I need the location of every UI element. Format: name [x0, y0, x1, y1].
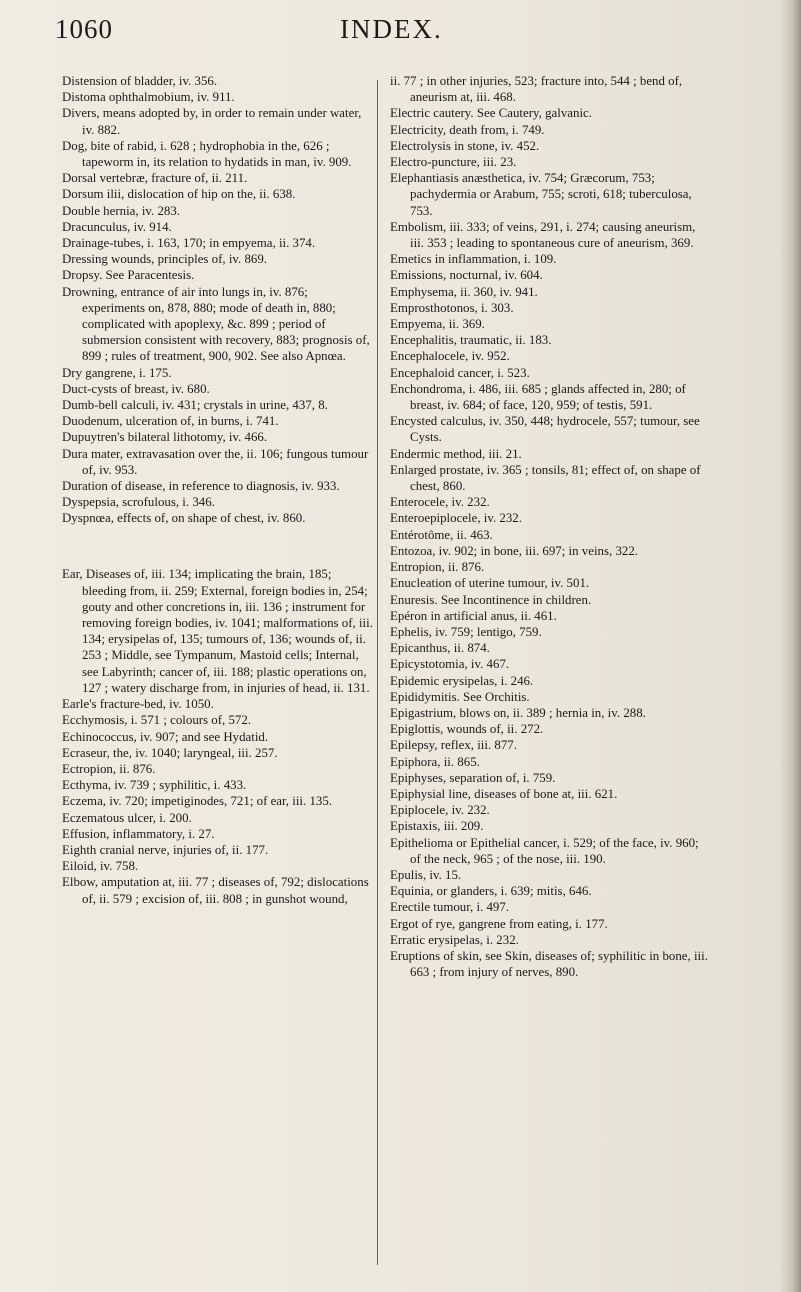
index-entry: Emphysema, ii. 360, iv. 941. [390, 284, 538, 299]
index-entry: Double hernia, iv. 283. [62, 203, 181, 218]
page-header [0, 14, 801, 62]
section-gap [62, 540, 374, 554]
page-number: 1060 [55, 14, 113, 44]
index-entry: Dorsum ilii, dislocation of hip on the, ii. 638. [62, 187, 296, 202]
index-entry: Epiplocele, iv. 232. [390, 803, 490, 818]
index-entry: Epiglottis, wounds of, ii. 272. [390, 722, 544, 737]
index-entry: Eczematous ulcer, i. 200. [62, 810, 192, 825]
index-entry: Dressing wounds, principles of, iv. 869. [62, 252, 268, 267]
index-entry: Duration of disease, in reference to diagnosis, iv. 933. [62, 479, 340, 494]
index-entry: Empyema, ii. 369. [390, 317, 485, 332]
index-entry: ii. 77 ; in other injuries, 523; fracture into, 544 ; bend of, aneurism at, iii. 468. [390, 74, 686, 105]
index-entry: Enteroepiplocele, iv. 232. [390, 511, 522, 526]
index-entry: Electrolysis in stone, iv. 452. [390, 138, 540, 153]
index-entry: Epiphysial line, diseases of bone at, iii. 621. [390, 786, 618, 801]
index-entry: Distoma ophthalmobium, iv. 911. [62, 90, 235, 105]
index-entry: Drainage-tubes, i. 163, 170; in empyema, ii. 374. [62, 236, 316, 251]
page-edge-shadow [779, 0, 801, 1292]
index-entry: Dumb-bell calculi, iv. 431; crystals in urine, 437, 8. [62, 398, 328, 413]
index-entry: Ecraseur, the, iv. 1040; laryngeal, iii. 257. [62, 745, 278, 760]
index-entry: Drowning, entrance of air into lungs in, iv. 876; experiments on, 878, 880; mode of death in, 880; complicated with apoplexy, &c. 899 ; period of submersion consistent with recovery, 883; prognosis of, 899 ; rules of treatment, 900, 902. See also Apnœa. [62, 284, 373, 364]
index-entry: Dracunculus, iv. 914. [62, 219, 172, 234]
index-entry: Embolism, iii. 333; of veins, 291, i. 274; causing aneurism, iii. 353 ; leading to spontaneous cure of aneurism, 369. [390, 219, 699, 251]
index-entry: Effusion, inflammatory, i. 27. [62, 826, 215, 841]
index-entry: Distension of bladder, iv. 356. [62, 74, 218, 88]
index-entry: Eczema, iv. 720; impetiginodes, 721; of ear, iii. 135. [62, 794, 333, 809]
index-entry: Erectile tumour, i. 497. [390, 900, 510, 915]
index-entry: Enuresis. See Incontinence in children. [390, 592, 592, 607]
index-entry: Emetics in inflammation, i. 109. [390, 252, 557, 267]
index-entry: Electricity, death from, i. 749. [390, 122, 545, 137]
index-entry: Elbow, amputation at, iii. 77 ; diseases of, 792; dislocations of, ii. 579 ; excision of, iii. 808 ; in gunshot wound, [62, 875, 372, 906]
index-entry: Divers, means adopted by, in order to remain under water, iv. 882. [62, 106, 365, 137]
index-entry: Entropion, ii. 876. [390, 560, 485, 575]
index-entry: Epéron in artificial anus, ii. 461. [390, 608, 557, 623]
index-entry: Dropsy. See Paracentesis. [62, 268, 195, 283]
index-entry: Enchondroma, i. 486, iii. 685 ; glands affected in, 280; of breast, iv. 684; of face, 120, 959; of testis, 591. [390, 381, 690, 413]
index-entry: Epidemic erysipelas, i. 246. [390, 673, 534, 688]
index-entry: Epistaxis, iii. 209. [390, 819, 484, 834]
index-entry: Ecchymosis, i. 571 ; colours of, 572. [62, 713, 252, 728]
index-entry: Epiphyses, separation of, i. 759. [390, 770, 556, 785]
index-entry: Entérotôme, ii. 463. [390, 527, 493, 542]
index-entry: Dura mater, extravasation over the, ii. 106; fungous tumour of, iv. 953. [62, 446, 372, 477]
index-entry: Earle's fracture-bed, iv. 1050. [62, 697, 214, 712]
index-entry: Encephalocele, iv. 952. [390, 349, 510, 364]
index-entry: Ear, Diseases of, iii. 134; implicating the brain, 185; bleeding from, ii. 259; External, foreign bodies in, 254; gouty and other concretions in, iii. 136 ; instrument for removing foreign bodies, iv. 1041; malformations of, iii. 134; erysipelas of, 135; tumours of, 136; wounds of, ii. 253 ; Middle, see Tympanum, Mastoid cells; Internal, see Labyrinth; cancer of, iii. 188; plastic operations on, 127 ; watery discharge from, in injuries of head, ii. 131. [62, 567, 377, 695]
index-entry: Equinia, or glanders, i. 639; mitis, 646. [390, 884, 592, 899]
index-entry: Eiloid, iv. 758. [62, 859, 139, 874]
index-entry: Epithelioma or Epithelial cancer, i. 529; of the face, iv. 960; of the neck, 965 ; of the nose, iii. 190. [390, 835, 702, 866]
index-entry: Ecthyma, iv. 739 ; syphilitic, i. 433. [62, 778, 247, 793]
index-entry: Enucleation of uterine tumour, iv. 501. [390, 576, 590, 591]
running-head: INDEX. [340, 14, 443, 44]
index-entry: Dyspnœa, effects of, on shape of chest, iv. 860. [62, 511, 306, 526]
index-entry: Ergot of rye, gangrene from eating, i. 177. [390, 916, 608, 931]
index-entry: Erratic erysipelas, i. 232. [390, 932, 519, 947]
index-entry: Enterocele, iv. 232. [390, 495, 490, 510]
index-entry: Encysted calculus, iv. 350, 448; hydrocele, 557; tumour, see Cysts. [390, 414, 703, 445]
index-entry: Epiphora, ii. 865. [390, 754, 480, 769]
index-entry: Epigastrium, blows on, ii. 389 ; hernia in, iv. 288. [390, 705, 646, 720]
index-entry: Echinococcus, iv. 907; and see Hydatid. [62, 729, 269, 744]
index-entry: Dorsal vertebræ, fracture of, ii. 211. [62, 171, 248, 186]
index-entry: Dyspepsia, scrofulous, i. 346. [62, 495, 215, 510]
index-entry: Duodenum, ulceration of, in burns, i. 741. [62, 414, 279, 429]
index-column-left [62, 73, 377, 907]
index-entry: Epilepsy, reflex, iii. 877. [390, 738, 517, 753]
index-entry: Encephaloid cancer, i. 523. [390, 365, 530, 380]
index-entry: Epicanthus, ii. 874. [390, 641, 490, 656]
index-entry: Eruptions of skin, see Skin, diseases of; syphilitic in bone, iii. 663 ; from injury of nerves, 890. [390, 948, 712, 980]
index-entry: Entozoa, iv. 902; in bone, iii. 697; in veins, 322. [390, 543, 638, 558]
index-entry: Eighth cranial nerve, injuries of, ii. 177. [62, 842, 269, 857]
index-entry: Epididymitis. See Orchitis. [390, 689, 530, 704]
index-entry: Enlarged prostate, iv. 365 ; tonsils, 81; effect of, on shape of chest, 860. [390, 462, 704, 494]
index-entry: Encephalitis, traumatic, ii. 183. [390, 333, 552, 348]
index-entry: Ephelis, iv. 759; lentigo, 759. [390, 624, 542, 639]
index-entry: Duct-cysts of breast, iv. 680. [62, 381, 210, 396]
index-entry: Ectropion, ii. 876. [62, 761, 156, 776]
index-entry: Dupuytren's bilateral lithotomy, iv. 466. [62, 430, 268, 445]
index-entry: Epicystotomia, iv. 467. [390, 657, 510, 672]
index-entry: Electric cautery. See Cautery, galvanic. [390, 106, 592, 121]
index-entry: Emprosthotonos, i. 303. [390, 300, 514, 315]
index-entry: Electro-puncture, iii. 23. [390, 155, 517, 170]
index-entry: Endermic method, iii. 21. [390, 446, 522, 461]
column-divider [377, 80, 378, 1265]
index-entry: Dry gangrene, i. 175. [62, 365, 172, 380]
index-entry: Elephantiasis anæsthetica, iv. 754; Græcorum, 753; pachydermia or Arabum, 755; scroti, 618; tuberculosa, 753. [390, 171, 695, 218]
index-entry: Dog, bite of rabid, i. 628 ; hydrophobia in the, 626 ; tapeworm in, its relation to hydatids in man, iv. 909. [62, 138, 352, 170]
index-entry: Emissions, nocturnal, iv. 604. [390, 268, 543, 283]
index-column-right [390, 73, 712, 980]
index-entry: Epulis, iv. 15. [390, 867, 462, 882]
